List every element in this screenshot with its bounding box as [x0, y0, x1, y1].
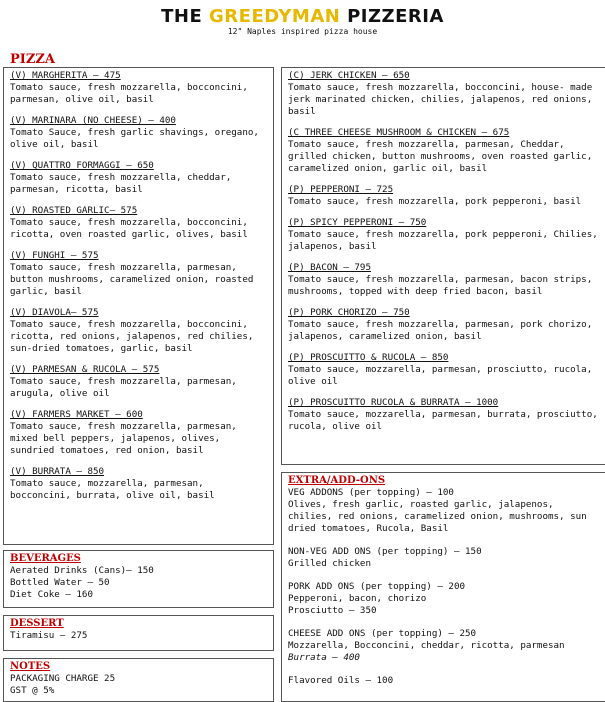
veg-addons	[288, 487, 599, 535]
pizza-list-left	[4, 68, 273, 502]
menu-item-title: (V) FARMERS MARKET – 600	[10, 409, 143, 420]
menu-item-title: (P) BACON – 795	[288, 262, 371, 273]
menu-item-title: (P) PROSCUITTO & RUCOLA – 850	[288, 352, 449, 363]
menu-item	[10, 205, 267, 241]
beverage-item: Aerated Drinks (Cans)– 150	[10, 565, 154, 576]
beverage-item: Diet Coke – 160	[10, 589, 93, 600]
menu-item-title: (P) PEPPERONI – 725	[288, 184, 394, 195]
pizza-box-right	[281, 67, 605, 465]
nonveg-addons-items: Grilled chicken	[288, 558, 371, 569]
pork-addons	[288, 581, 599, 617]
menu-item	[10, 307, 267, 355]
extras-title: EXTRA/ADD-ONS	[288, 475, 386, 486]
cheese-addons	[288, 628, 599, 664]
pizza-section-title: PIZZA	[10, 52, 55, 67]
menu-header	[0, 6, 605, 36]
menu-item-description: Tomato sauce, fresh mozzarella, bocconcini, ricotta, red onions, jalapenos, red chilies, sun-dried tomatoes, garlic, basil	[10, 319, 254, 354]
menu-item-title: (P) SPICY PEPPERONI – 750	[288, 217, 427, 228]
pork-addons-items: Pepperoni, bacon, chorizo	[288, 593, 427, 604]
brand-highlight: GREEDYMAN	[209, 6, 341, 27]
pizza-box-left	[3, 67, 274, 545]
menu-item-description: Tomato sauce, fresh mozzarella, pork pepperoni, Chilies, jalapenos, basil	[288, 229, 598, 252]
menu-item	[288, 262, 599, 298]
menu-item-title: (V) MARGHERITA – 475	[10, 70, 121, 81]
dessert-box	[3, 615, 274, 651]
cheese-addons-items: Mozzarella, Bocconcini, cheddar, ricotta, parmesan	[288, 640, 565, 651]
notes-box	[3, 658, 274, 702]
menu-item-title: (V) DIAVOLA– 575	[10, 307, 99, 318]
note-item: PACKAGING CHARGE 25	[10, 673, 116, 684]
veg-addons-items: Olives, fresh garlic, roasted garlic, jalapenos, chilies, red onions, caramelized onion, mushrooms, sun dried tomatoes, Rucola, Basil	[288, 499, 587, 534]
veg-addons-heading: VEG ADDONS (per topping) – 100	[288, 487, 454, 498]
nonveg-addons-heading: NON-VEG ADD ONS (per topping) – 150	[288, 546, 482, 557]
menu-item-description: Tomato sauce, fresh mozzarella, pork pepperoni, basil	[288, 196, 582, 207]
menu-item-description: Tomato sauce, mozzarella, parmesan, prosciutto, rucola, olive oil	[288, 364, 593, 387]
menu-item-title: (C) JERK CHICKEN – 650	[288, 70, 410, 81]
menu-item-title: (V) PARMESAN & RUCOLA – 575	[10, 364, 160, 375]
pork-addons-heading: PORK ADD ONS (per topping) – 200	[288, 581, 466, 592]
menu-item	[10, 409, 267, 457]
menu-item	[288, 70, 599, 118]
menu-item-description: Tomato sauce, fresh mozzarella, cheddar, parmesan, ricotta, basil	[10, 172, 232, 195]
menu-item-title: (P) PORK CHORIZO – 750	[288, 307, 410, 318]
menu-item-title: (C THREE CHEESE MUSHROOM & CHICKEN – 675	[288, 127, 510, 138]
note-item: GST @ 5%	[10, 685, 55, 696]
menu-item-description: Tomato sauce, fresh mozzarella, bocconcini, parmesan, olive oil, basil	[10, 82, 248, 105]
tagline: 12" Naples inspired pizza house	[227, 27, 378, 36]
brand-suffix: PIZZERIA	[340, 6, 444, 27]
beverage-item: Bottled Water – 50	[10, 577, 110, 588]
menu-item	[10, 364, 267, 400]
cheese-addons-heading: CHEESE ADD ONS (per topping) – 250	[288, 628, 477, 639]
menu-item-description: Tomato sauce, mozzarella, parmesan, burrata, prosciutto, rucola, olive oil	[288, 409, 598, 432]
brand-title	[0, 6, 605, 27]
menu-item	[288, 184, 599, 208]
menu-item-title: (V) BURRATA – 850	[10, 466, 105, 477]
menu-item	[288, 217, 599, 253]
menu-item-description: Tomato sauce, fresh mozzarella, parmesan, bacon strips, mushrooms, topped with deep fried bacon, basil	[288, 274, 593, 297]
extras-box	[281, 472, 605, 702]
pork-addons-extra: Prosciutto – 350	[288, 605, 377, 616]
menu-item	[288, 397, 599, 433]
dessert-title: DESSERT	[10, 618, 64, 629]
nonveg-addons	[288, 546, 599, 570]
menu-item-description: Tomato sauce, fresh mozzarella, parmesan, mixed bell peppers, jalapenos, olives, sundried tomatoes, red onion, basil	[10, 421, 237, 456]
notes-title: NOTES	[10, 661, 51, 672]
menu-item-description: Tomato sauce, fresh mozzarella, bocconcini, house- made jerk marinated chicken, chilies, jalapenos, red onions, basil	[288, 82, 593, 117]
menu-item-description: Tomato Sauce, fresh garlic shavings, oregano, olive oil, basil	[10, 127, 259, 150]
dessert-item: Tiramisu – 275	[10, 630, 88, 641]
menu-item-title: (P) PROSCUITTO RUCOLA & BURRATA – 1000	[288, 397, 499, 408]
flavored-oils: Flavored Oils – 100	[288, 675, 394, 686]
menu-item-description: Tomato sauce, fresh mozzarella, parmesan, button mushrooms, caramelized onion, roasted garlic, basil	[10, 262, 254, 297]
menu-item-title: (V) MARINARA (NO CHEESE) – 400	[10, 115, 176, 126]
brand-prefix: THE	[161, 6, 210, 27]
menu-item-description: Tomato sauce, fresh mozzarella, parmesan, Cheddar, grilled chicken, button mushrooms, oven roasted garlic, caramelized onion, garlic oil, basil	[288, 139, 593, 174]
menu-item-title: (V) FUNGHI – 575	[10, 250, 99, 261]
menu-item	[10, 115, 267, 151]
menu-item-description: Tomato sauce, fresh mozzarella, parmesan, pork chorizo, jalapenos, caramelized onion, basil	[288, 319, 593, 342]
cheese-addons-extra: Burrata – 400	[288, 652, 360, 663]
menu-item	[288, 307, 599, 343]
menu-item-description: Tomato sauce, fresh mozzarella, bocconcini, ricotta, oven roasted garlic, olives, basil	[10, 217, 248, 240]
pizza-list-right	[282, 68, 605, 433]
menu-item-description: Tomato sauce, mozzarella, parmesan, bocconcini, burrata, olive oil, basil	[10, 478, 215, 501]
beverages-box	[3, 550, 274, 608]
menu-item-description: Tomato sauce, fresh mozzarella, parmesan, arugula, olive oil	[10, 376, 237, 399]
menu-item	[288, 127, 599, 175]
menu-item	[10, 160, 267, 196]
menu-item	[10, 250, 267, 298]
menu-item-title: (V) ROASTED GARLIC– 575	[10, 205, 138, 216]
menu-item	[10, 70, 267, 106]
beverages-title: BEVERAGES	[10, 553, 81, 564]
menu-item-title: (V) QUATTRO FORMAGGI – 650	[10, 160, 154, 171]
menu-item	[10, 466, 267, 502]
menu-item	[288, 352, 599, 388]
